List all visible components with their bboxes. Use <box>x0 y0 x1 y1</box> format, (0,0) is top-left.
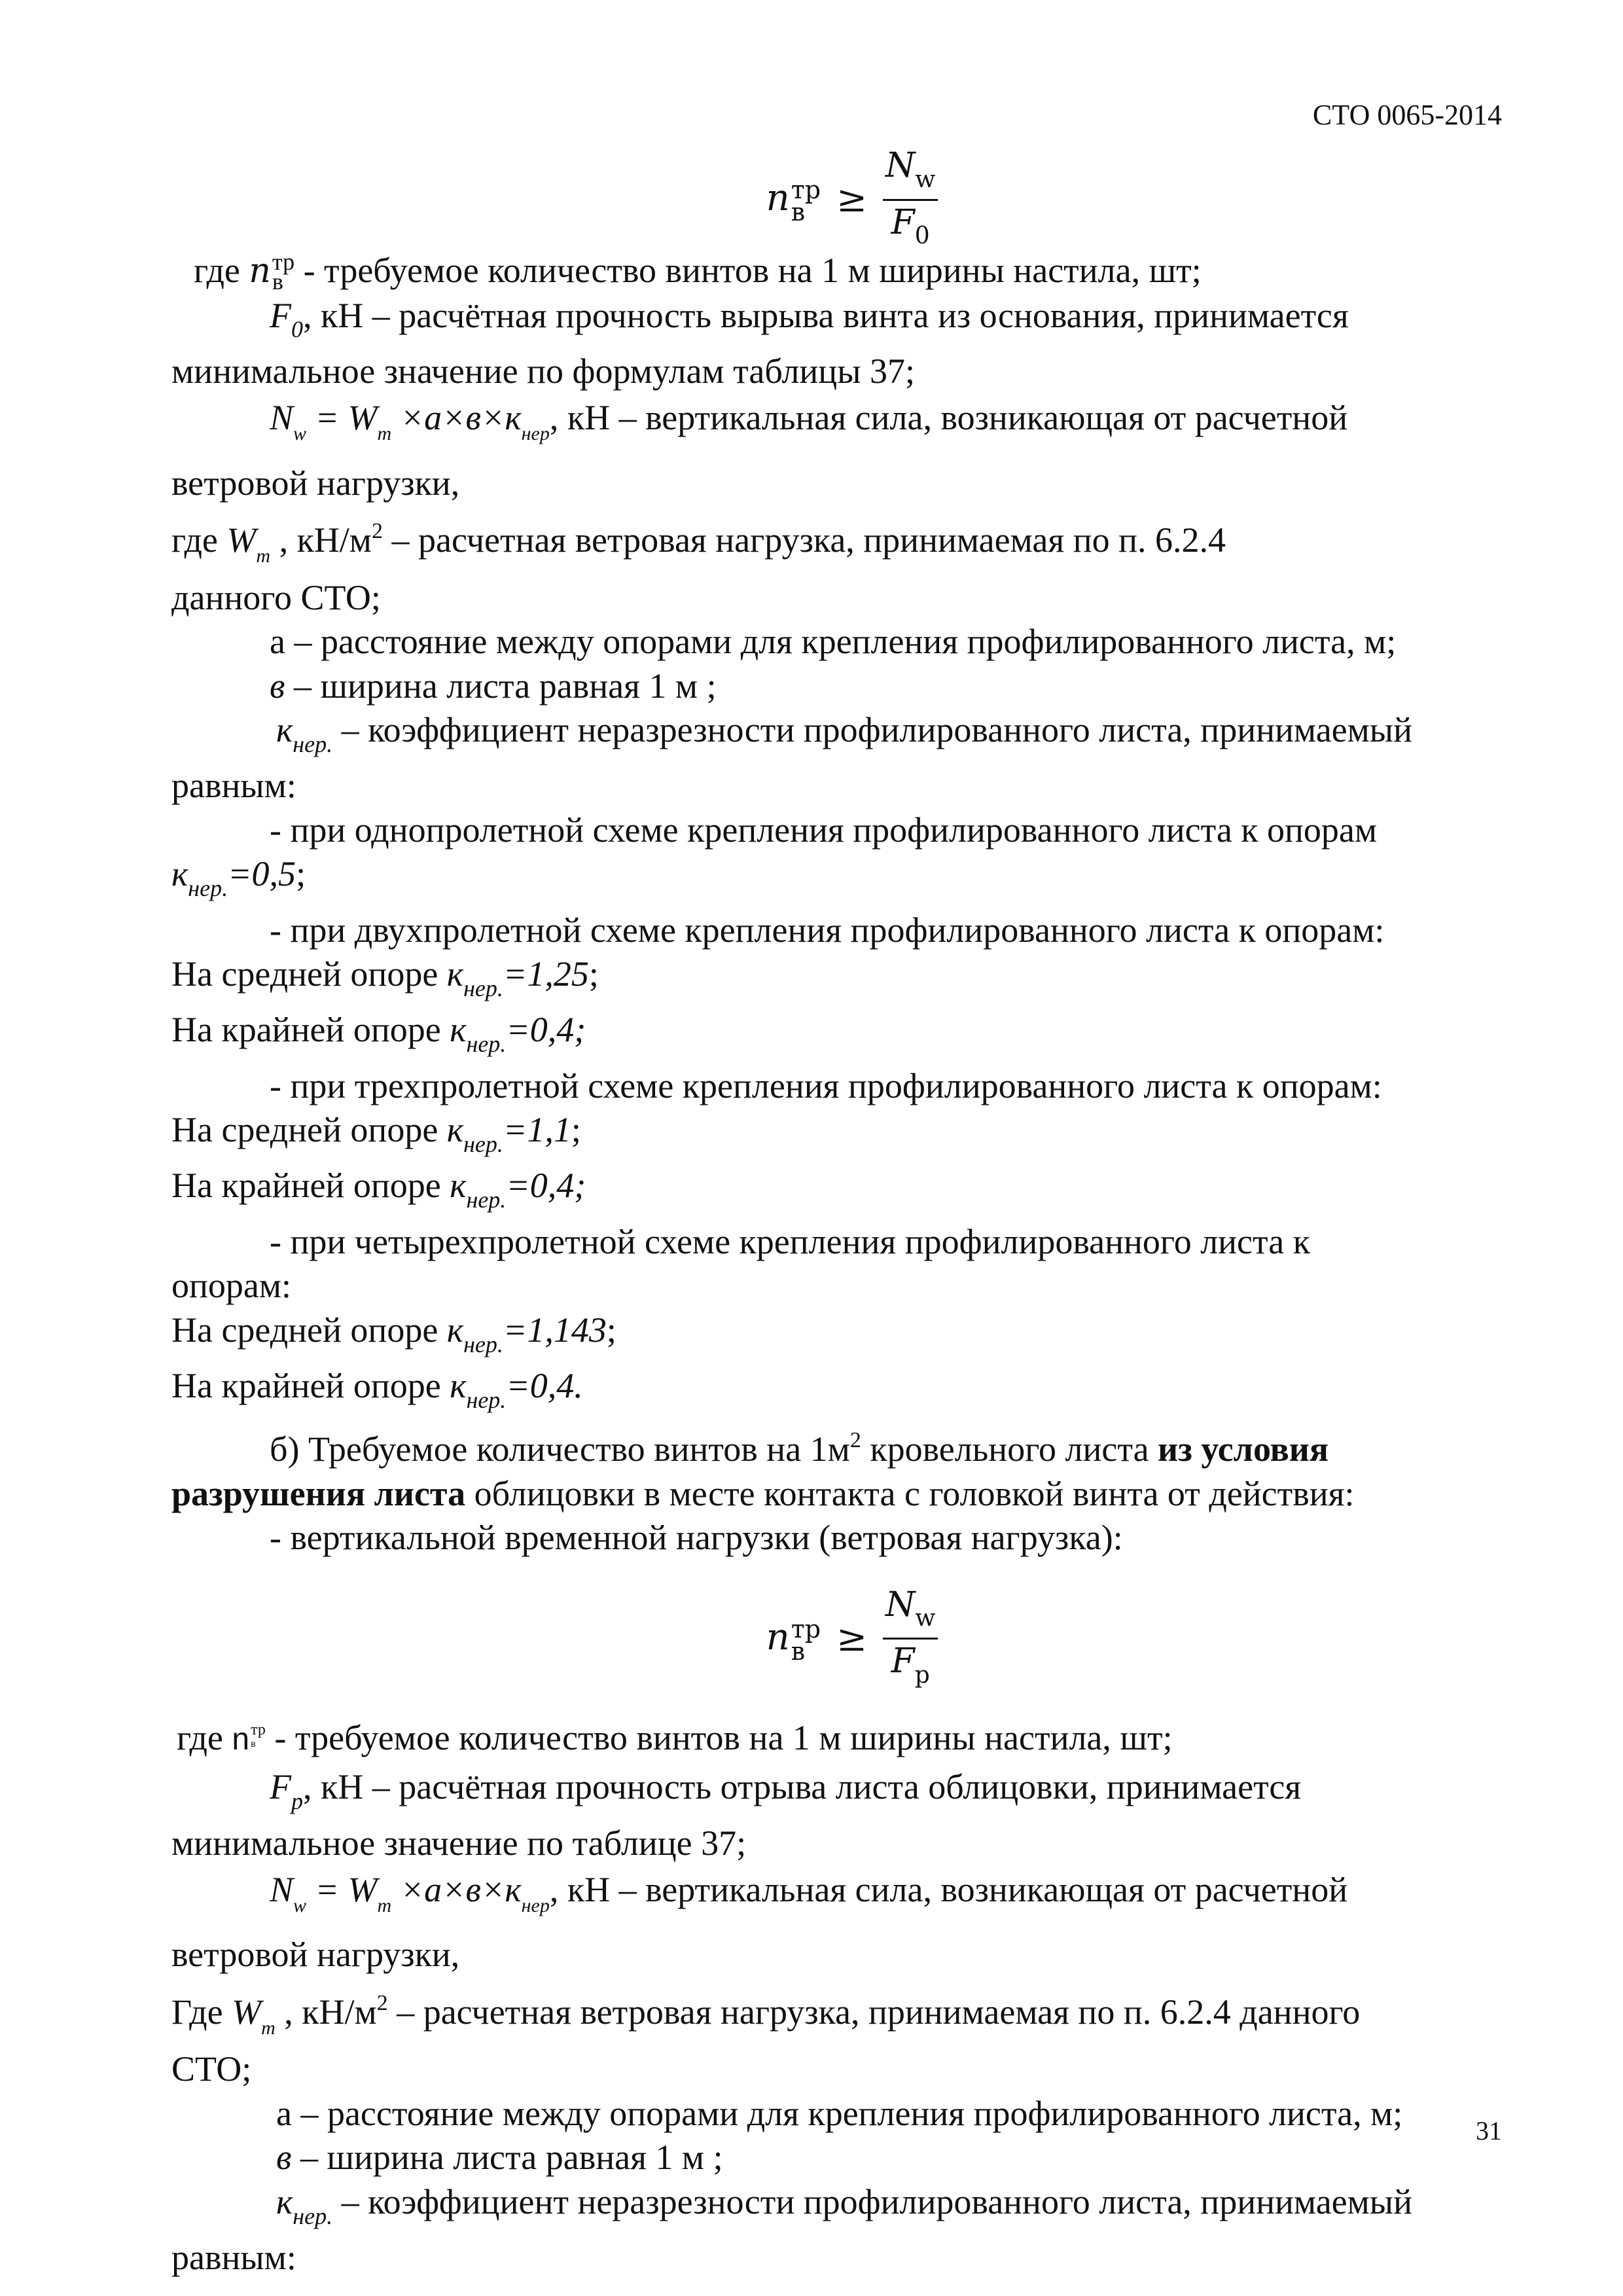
text-line: Где $W_m$ , $кН/м^2$ – расчетная ветровая нагрузка, принимаемая по п. 6.2.4 данного <box>171 1990 1361 2039</box>
text-line: - при четырехпролетной схеме крепления профилированного листа к <box>270 1221 1310 1261</box>
text-line: На крайней опоре $к_{нер.}=0,4$. <box>171 1366 583 1413</box>
text-line: б) Требуемое количество винтов на $1м^2$ кровельного листа из условия <box>270 1428 1329 1469</box>
text-line: ветровой нагрузки, <box>171 463 460 503</box>
formula-numerator: $N_w$ <box>883 1583 938 1640</box>
formula-numerator: $N_w$ <box>883 144 938 200</box>
formula-lhs: n тр в <box>766 1614 821 1666</box>
formula-operator: ≥ <box>836 178 868 221</box>
text-line: - вертикальной временной нагрузки (ветровая нагрузка): <box>270 1518 1123 1558</box>
formula-required-screws-1 <box>171 146 1507 249</box>
formula-inline-nw: $N_w = W_m \times a\times в\times к_{нер}$, кН – вертикальная сила, возникающая от расчетной <box>270 398 1348 445</box>
text-line: $F_p$, кН – расчётная прочность отрыва листа облицовки, принимается <box>270 1767 1302 1815</box>
text-line: ветровой нагрузки, <box>171 1935 460 1975</box>
text-line: $к_{нер.}$ – коэффициент неразрезности профилированного листа, принимаемый <box>276 2181 1412 2229</box>
text-line: где $W_m$ , $кН/м^2$ – расчетная ветровая нагрузка, принимаемая по п. 6.2.4 <box>171 519 1226 567</box>
formula-required-screws-2 <box>171 1560 1507 1698</box>
text-line: - при трехпролетной схеме крепления профилированного листа к опорам: <box>270 1066 1382 1105</box>
formula-fraction <box>883 144 938 255</box>
text-line: - при двухпролетной схеме крепления профилированного листа к опорам: <box>270 910 1385 950</box>
text-line: $к_{нер.}$ – коэффициент неразрезности профилированного листа, принимаемый <box>276 710 1412 757</box>
formula-fraction <box>883 1583 938 1695</box>
formula-operator: ≥ <box>836 1617 868 1660</box>
text-line: в – ширина листа равная 1 м ; <box>276 2138 723 2178</box>
text-line: данного СТО; <box>171 577 381 617</box>
text-line: На крайней опоре $к_{нер.}=0,4$; <box>171 1010 586 1058</box>
document-code-header: СТО 0065-2014 <box>1312 99 1502 131</box>
text-line: $F_0$, кН – расчётная прочность вырыва винта из основания, принимается <box>270 295 1349 343</box>
text-line: равным: <box>171 2238 296 2278</box>
text-line: где n тр в - требуемое количество винтов на 1 м ширины настила, шт; <box>177 1717 1173 1757</box>
formula-denominator: $F_p$ <box>891 1641 930 1689</box>
text-line: $к_{нер.}=0,5$; <box>171 854 306 902</box>
text-line: На крайней опоре $к_{нер.}=0,4$; <box>171 1166 586 1213</box>
text-line: минимальное значение по формулам таблицы 37; <box>171 351 915 391</box>
text-line: в – ширина листа равная 1 м ; <box>270 666 717 706</box>
text-line: На средней опоре $к_{нер.}=1,25$; <box>171 954 599 1001</box>
text-line: а – расстояние между опорами для крепления профилированного листа, м; <box>270 622 1397 661</box>
text-line: На средней опоре $к_{нер.}=1,1$; <box>171 1110 581 1157</box>
text-line: На средней опоре $к_{нер.}=1,143$; <box>171 1310 616 1357</box>
text-line: разрушения листа облицовки в месте контакта с головкой винта от действия: <box>171 1473 1355 1513</box>
page-body <box>171 146 1507 2280</box>
text-line: где n тр в - требуемое количество винтов на 1 м ширины настила, шт; <box>194 248 1202 295</box>
formula-inline-nw: $N_w = W_m \times a\times в\times к_{нер}$, кН – вертикальная сила, возникающая от расчетной <box>270 1870 1348 1916</box>
text-line: равным: <box>171 766 296 806</box>
text-line: - при однопролетной схеме крепления профилированного листа к опорам <box>270 810 1378 850</box>
formula-lhs: n тр в <box>766 175 821 226</box>
text-line: минимальное значение по таблице 37; <box>171 1823 747 1863</box>
text-line: опорам: <box>171 1266 292 1306</box>
text-line: а – расстояние между опорами для крепления профилированного листа, м; <box>276 2093 1403 2133</box>
formula-denominator: $F_0$ <box>891 202 930 249</box>
page-number: 31 <box>1476 2116 1502 2145</box>
text-line: СТО; <box>171 2049 252 2089</box>
